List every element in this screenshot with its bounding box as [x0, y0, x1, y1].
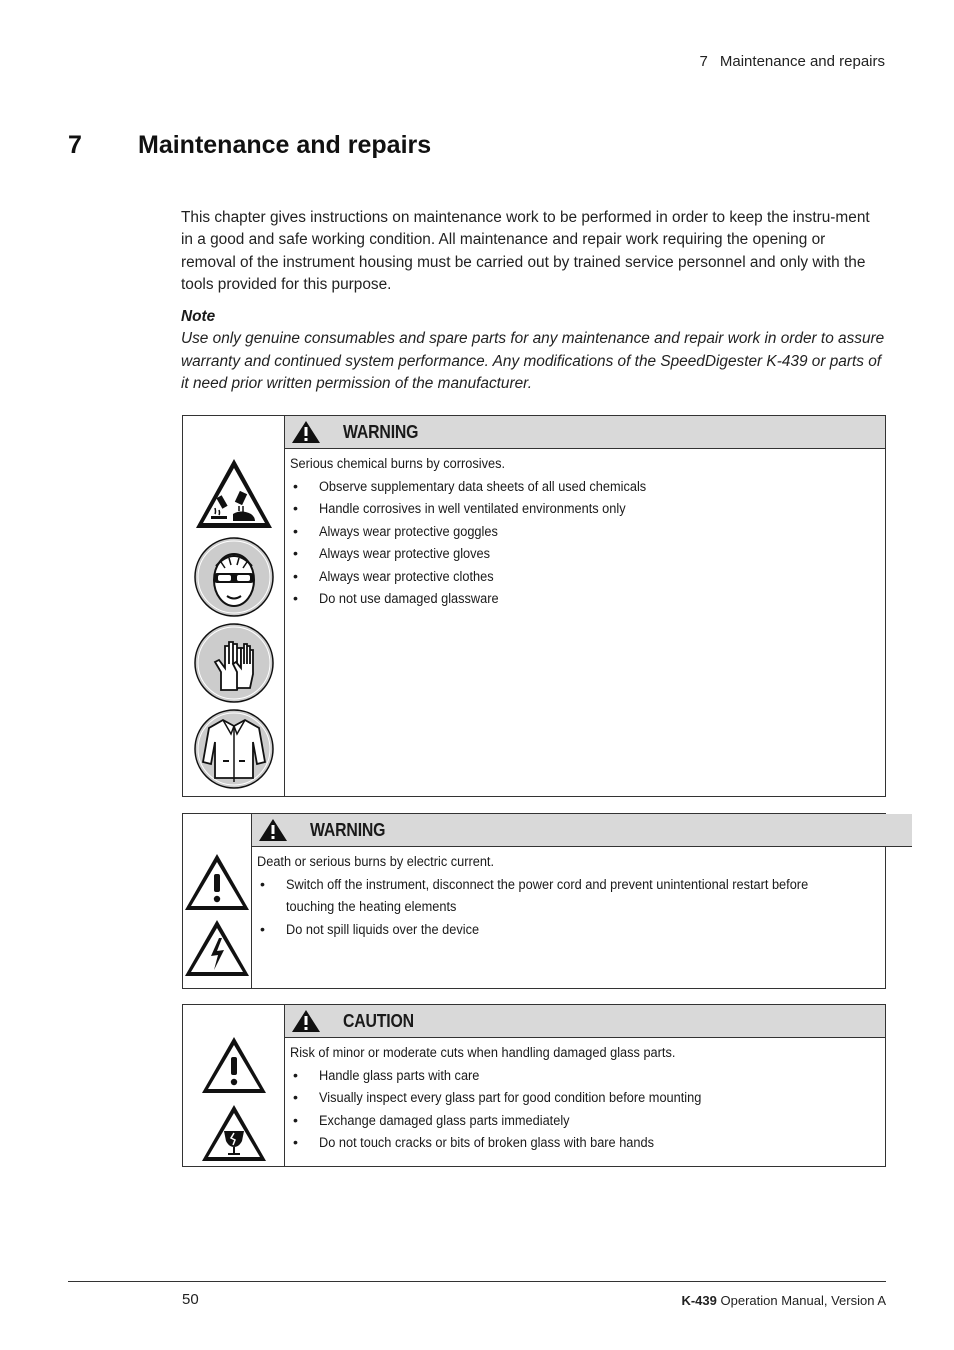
hazard-statement: Death or serious burns by electric current.: [257, 854, 495, 870]
warning-box-electric: [182, 813, 886, 989]
caution-box-glass: [182, 1004, 886, 1167]
warning-box-icons: [183, 416, 285, 796]
signal-bar: [252, 814, 912, 847]
list-item: • Always wear protective gloves: [290, 543, 879, 566]
goggles-mandatory-icon: [193, 536, 275, 618]
electric-hazard-icon: [183, 918, 251, 978]
chapter-number: 7: [68, 131, 82, 159]
list-item: • Switch off the instrument, disconnect the power cord and prevent unintentional restart before touching the heating elements: [257, 874, 906, 919]
hazard-statement: Risk of minor or moderate cuts when handling damaged glass parts.: [290, 1045, 676, 1061]
precaution-list: [290, 1065, 879, 1155]
list-item: • Exchange damaged glass parts immediately: [290, 1110, 879, 1133]
list-item: • Handle glass parts with care: [290, 1065, 879, 1088]
warning-body: [252, 847, 912, 941]
list-item: • Do not spill liquids over the device: [257, 919, 906, 942]
hazard-statement: Serious chemical burns by corrosives.: [290, 456, 506, 472]
list-item: • Observe supplementary data sheets of all used chemicals: [290, 476, 879, 499]
precaution-list: [290, 476, 879, 611]
caution-body: [285, 1038, 885, 1155]
footer-document-title: [681, 1293, 886, 1308]
running-header-number: 7: [699, 53, 708, 70]
intro-paragraph: This chapter gives instructions on maintenance work to be performed in order to keep the instru-ment in a good and safe working condition. All maintenance and repair work requiring the opening or removal of the instrument housing must be carried out by trained service personnel and only with the tools provided for this purpose.: [181, 209, 870, 294]
footer-doc: Operation Manual, Version A: [720, 1293, 886, 1308]
chapter-title: [68, 131, 431, 160]
warning-triangle-icon: [258, 818, 288, 842]
general-warning-icon: [183, 852, 251, 912]
signal-word: WARNING: [343, 421, 419, 442]
note-label: Note: [181, 308, 216, 325]
fragile-glass-icon: [200, 1103, 268, 1163]
caution-box-icons: [183, 1005, 285, 1166]
list-item: • Visually inspect every glass part for good condition before mounting: [290, 1087, 879, 1110]
warning-triangle-icon: [291, 420, 321, 444]
precaution-list: [257, 874, 906, 942]
general-warning-icon: [200, 1035, 268, 1095]
footer-product: K-439: [681, 1293, 717, 1308]
note-text: Use only genuine consumables and spare parts for any maintenance and repair work in order to assure warranty and continued system performance. Any modifications of the SpeedDigester K-439 or parts of it need prior written permission of the manufacturer.: [181, 330, 885, 392]
list-item: • Handle corrosives in well ventilated environments only: [290, 498, 879, 521]
protective-clothing-icon: [193, 708, 275, 790]
running-header-title: Maintenance and repairs: [719, 53, 885, 70]
signal-word: CAUTION: [343, 1010, 414, 1031]
list-item: • Always wear protective clothes: [290, 566, 879, 589]
gloves-mandatory-icon: [193, 622, 275, 704]
warning-triangle-icon: [291, 1009, 321, 1033]
footer-divider: [68, 1281, 886, 1282]
warning-box-chemical: [182, 415, 886, 797]
corrosive-hazard-icon: [193, 456, 275, 532]
running-header: [700, 53, 885, 70]
warning-box-icons: [183, 814, 252, 988]
list-item: • Do not use damaged glassware: [290, 588, 879, 611]
chapter-title-text: Maintenance and repairs: [138, 131, 432, 159]
list-item: • Always wear protective goggles: [290, 521, 879, 544]
signal-bar: [285, 416, 885, 449]
warning-body: [285, 449, 885, 611]
signal-bar: [285, 1005, 885, 1038]
signal-word: WARNING: [310, 819, 386, 840]
list-item: • Do not touch cracks or bits of broken glass with bare hands: [290, 1132, 879, 1155]
page-number: 50: [182, 1291, 199, 1308]
